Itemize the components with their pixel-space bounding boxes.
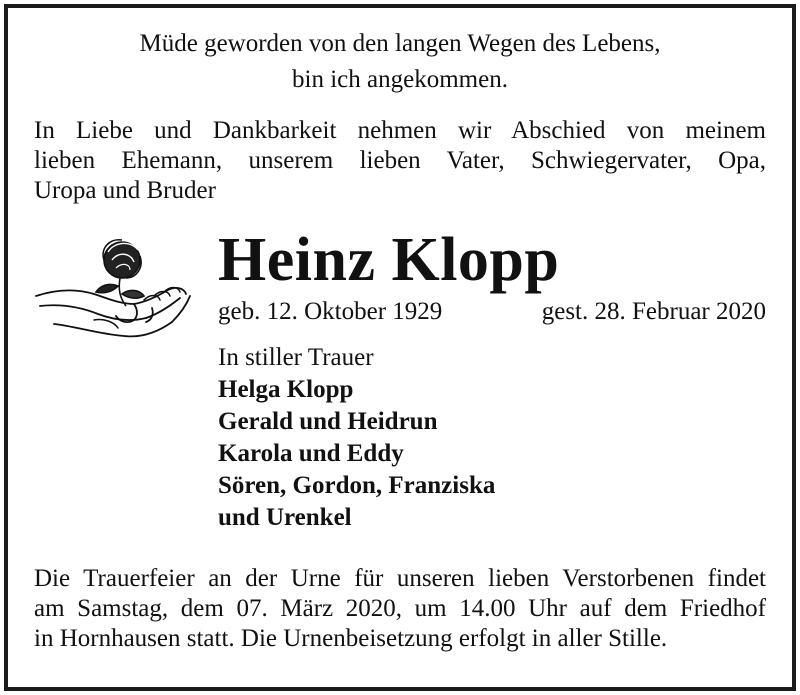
mourner-name: Karola und Eddy	[218, 440, 404, 467]
mourners-block	[218, 342, 495, 534]
ceremony-line: Die Trauerfeier an der Urne für unseren lieben Verstorbenen findet	[34, 565, 766, 592]
intro-line: lieben Ehemann, unserem lieben Vater, Schwiegervater, Opa,	[34, 147, 766, 174]
motto-line: Müde geworden von den langen Wegen des Lebens,	[139, 30, 661, 57]
deceased-name: Heinz Klopp	[218, 226, 560, 294]
mourner-name: Helga Klopp	[218, 376, 354, 403]
intro-line: Uropa und Bruder	[34, 177, 216, 204]
ceremony-line: in Hornhausen statt. Die Urnenbeisetzung erfolgt in aller Stille.	[34, 625, 668, 652]
life-dates	[218, 296, 766, 328]
mourner-name: Sören, Gordon, Franziska	[218, 472, 496, 499]
death-date: gest. 28. Februar 2020	[541, 298, 766, 325]
ceremony-line: am Samstag, dem 07. März 2020, um 14.00 Uhr auf dem Friedhof	[34, 595, 766, 622]
birth-date: geb. 12. Oktober 1929	[218, 298, 443, 325]
intro-text	[34, 116, 766, 206]
rose-in-hands-icon	[34, 234, 194, 344]
motto-line: bin ich angekommen.	[292, 66, 508, 93]
ceremony-text	[34, 564, 766, 654]
mourner-name: Gerald und Heidrun	[218, 408, 438, 435]
intro-line: In Liebe und Dankbarkeit nehmen wir Abschied von meinem	[34, 117, 766, 144]
motto	[0, 26, 800, 98]
mourner-name: und Urenkel	[218, 504, 352, 531]
mourners-heading: In stiller Trauer	[218, 344, 374, 371]
